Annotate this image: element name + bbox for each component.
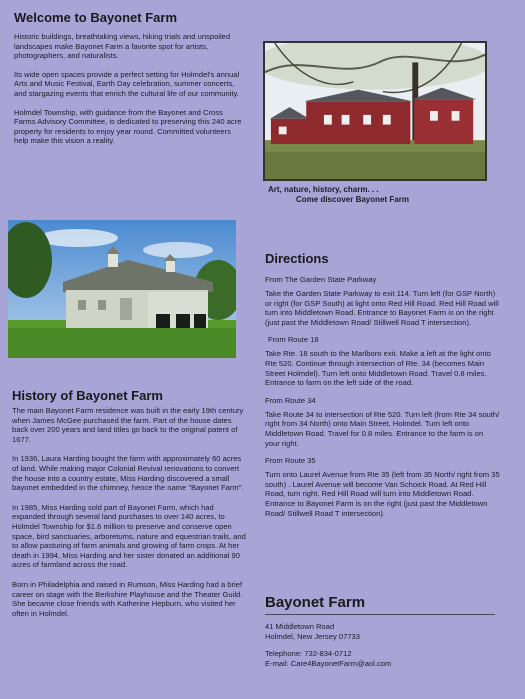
history-paragraph: The main Bayonet Farm residence was built in the early 19th century when James McGee purchased the farm. Part of the house dates back over 200 years and land titles go back to the original patent of 1677. <box>12 406 244 444</box>
red-barns-photo <box>263 41 487 181</box>
directions-heading: From The Garden State Parkway <box>265 275 377 284</box>
history-title: History of Bayonet Farm <box>12 388 163 403</box>
white-barn-photo <box>8 220 236 358</box>
photo-caption <box>268 185 498 205</box>
directions-heading: From Route 35 <box>265 456 316 466</box>
caption-line: Come discover Bayonet Farm <box>296 195 409 204</box>
directions-heading: From Route 34 <box>265 395 316 405</box>
address-line: Holmdel, New Jersey 07733 <box>265 631 360 641</box>
farm-name-title: Bayonet Farm <box>265 594 366 611</box>
directions-paragraph: Take Rte. 18 south to the Marlboro exit. Make a left at the light onto Rte 520. Continue through intersection of Rte. 34 (becomes Main Street Holmdel). Turn left onto Middletown Road. Travel 0.8 miles. Entrance to farm on the left side of the road. <box>265 349 491 388</box>
welcome-text <box>14 32 244 155</box>
caption-line: Art, nature, history, charm. . . <box>268 185 379 194</box>
telephone: Telephone: 732-834-0712 <box>265 649 352 659</box>
directions-paragraph: Take the Garden State Parkway to exit 114. Turn left (for GSP North) or right (for GSP South) at light onto Red Hill Road. Red Hill Road will turn into Middletown Road. Entrance to Bayonet Farm is on the right (just past the Middletown Road/ Stillwell Road T intersection). <box>265 289 499 327</box>
directions-title: Directions <box>265 251 329 266</box>
directions-paragraph: Take Route 34 to intersection of Rte 520. Turn left (from Rte 34 south/ right from 34 North) onto Main Street, Holmdel. Turn left onto Middletown Road. Travel for 0.8 miles. Entrance to the farm is on your right. <box>265 409 500 448</box>
contact-block <box>265 622 391 668</box>
directions-heading: From Route 18 <box>268 335 319 345</box>
directions-paragraph: Turn onto Laurel Avenue from Rte 35 (left from 35 North/ right from 35 south) . Laurel Avenue will become Van Schoick Road. At Red Hill Road, turn right. Red Hill Road will turn into Middletown Road. Entrance to Bayonet Farm is on the right (just past the Middletown Road/ Stillwell Road T intersection). <box>265 470 500 518</box>
divider <box>265 614 495 615</box>
history-paragraph: Born in Philadelphia and raised in Rumson, Miss Harding had a brief career on stage with the Berkshire Playhouse and the Theater Guild. She became close friends with Katherine Hepburn, who visited her often in Holmdel. <box>12 579 243 618</box>
directions-text <box>265 275 500 526</box>
history-paragraph: In 1985, Miss Harding sold part of Bayonet Farm, which had expanded through several land purchases to over 140 acres, to Holmdel Township for $1.6 million to preserve and conserve open space, bird sanctuaries, arboretums, nature and equestrian trails, and to allow pasturing of farm animals and growing of farm crops. At her death in 1994, Miss Harding and her sister donated an additional 90 acres of farmland across the road. <box>12 502 246 570</box>
history-text <box>12 406 247 628</box>
welcome-title: Welcome to Bayonet Farm <box>14 10 178 25</box>
welcome-paragraph: Holmdel Township, with guidance from the Bayonet and Cross Farms Advisory Committee, is dedicated to preserving this 240 acre property for residents to enjoy year round. Committed volunteers help make this vision a reality. <box>14 107 242 146</box>
address-line: 41 Middletown Road <box>265 622 335 631</box>
email-link[interactable]: E-mail: Care4BayonetFarm@aol.com <box>265 658 392 668</box>
history-paragraph: In 1936, Laura Harding bought the farm with approximately 60 acres of land. While making major Colonial Revival renovations to convert the house into a country estate, Miss Harding discovered a small bayonet embedded in the chimney, hence the name "Bayonet Farm". <box>12 454 244 493</box>
welcome-paragraph: Its wide open spaces provide a perfect setting for Holmdel's annual Arts and Music Festival, Earth Day celebration, summer concerts, and stargazing events that enrich the cultural life of our community. <box>14 69 240 98</box>
welcome-paragraph: Historic buildings, breathtaking views, hiking trials and unspoiled landscapes make Bayonet Farm a favorite spot for artists, photographers, and naturalists. <box>14 32 231 61</box>
